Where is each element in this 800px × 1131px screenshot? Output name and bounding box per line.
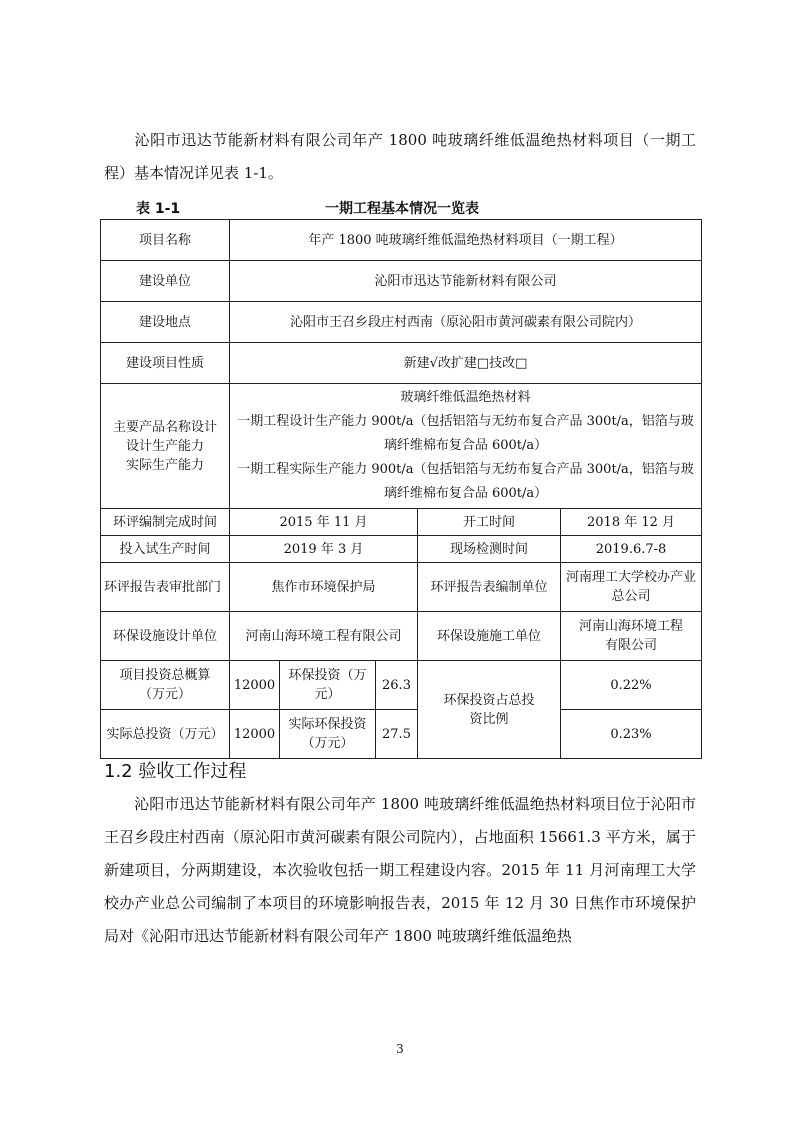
table-row (101, 661, 702, 710)
table-row (101, 343, 702, 384)
eia-done-value: 2015 年 11 月 (230, 509, 418, 536)
nature-label: 建设项目性质 (101, 343, 230, 384)
budget-total-label: 项目投资总概算（万元） (101, 661, 230, 710)
capacity-line: 一期工程设计生产能力 900t/a（包括铝箔与无纺布复合产品 300t/a，铝箔与玻璃纤维棉布复合品 600t/a） (237, 414, 694, 453)
capacity-label-line: 主要产品名称设计 (112, 419, 217, 435)
env-build-value: 河南山海环境工程有限公司 (561, 612, 702, 661)
approver-value: 焦作市环境保护局 (230, 563, 418, 612)
compiler-label: 环评报告表编制单位 (418, 563, 561, 612)
section-heading: 1.2 验收工作过程 (104, 761, 247, 782)
budget-total-value: 12000 (230, 661, 280, 710)
actual-env-label: 实际环保投资（万元） (280, 710, 376, 759)
capacity-line: 玻璃纤维低温绝热材料 (400, 390, 531, 405)
approver-label: 环评报告表审批部门 (101, 563, 230, 612)
start-label: 开工时间 (418, 509, 561, 536)
section-text: 沁阳市迅达节能新材料有限公司年产 1800 吨玻璃纤维低温绝热材料项目位于沁阳市王召乡段庄村西南（原沁阳市黄河碳素有限公司院内），占地面积 15661.3 平方米，属于新建项目，分两期建设，本次验收包括一期工程建设内容。2015 年 11 月河南理工大学校办产业总公司编制了本项目的环境影响报告表，2015 年 12 月 30 日焦作市环境保护局对《沁阳市迅达节能新材料有限公司年产 1800 吨玻璃纤维低温绝热 (104, 795, 696, 945)
capacity-line: 一期工程实际生产能力 900t/a（包括铝箔与无纺布复合产品 300t/a，铝箔与玻璃纤维棉布复合品 600t/a） (237, 462, 694, 501)
env-design-value: 河南山海环境工程有限公司 (230, 612, 418, 661)
env-design-label: 环保设施设计单位 (101, 612, 230, 661)
section-paragraph (104, 788, 696, 953)
table-title: 一期工程基本情况一览表 (325, 201, 479, 217)
budget-ratio-value: 0.22% (561, 661, 702, 710)
table-row (101, 612, 702, 661)
table-row (101, 302, 702, 343)
env-build-label: 环保设施施工单位 (418, 612, 561, 661)
builder-value: 沁阳市迅达节能新材料有限公司 (230, 261, 702, 302)
table-row (101, 536, 702, 563)
capacity-label-line: 实际生产能力 (125, 457, 204, 473)
table-row (101, 563, 702, 612)
trial-value: 2019 年 3 月 (230, 536, 418, 563)
project-info-table (100, 219, 702, 759)
table-number: 表 1-1 (136, 201, 181, 217)
actual-total-value: 12000 (230, 710, 280, 759)
table-row (101, 710, 702, 759)
compiler-value: 河南理工大学校办产业总公司 (561, 563, 702, 612)
table-caption (104, 196, 700, 218)
builder-label: 建设单位 (101, 261, 230, 302)
actual-total-label: 实际总投资（万元） (101, 710, 230, 759)
ratio-label: 环保投资占总投资比例 (418, 661, 561, 759)
nature-value: 新建√改扩建□技改□ (230, 343, 702, 384)
table-row (101, 384, 702, 509)
budget-env-label: 环保投资（万元） (280, 661, 376, 710)
intro-text: 沁阳市迅达节能新材料有限公司年产 1800 吨玻璃纤维低温绝热材料项目（一期工程）基本情况详见表 1-1。 (104, 131, 696, 182)
start-value: 2018 年 12 月 (561, 509, 702, 536)
intro-paragraph (104, 124, 696, 190)
capacity-value (230, 384, 702, 509)
eia-done-label: 环评编制完成时间 (101, 509, 230, 536)
trial-label: 投入试生产时间 (101, 536, 230, 563)
page-number: 3 (396, 1042, 404, 1056)
monitor-value: 2019.6.7-8 (561, 536, 702, 563)
table-row (101, 261, 702, 302)
table-row (101, 220, 702, 261)
actual-env-value: 27.5 (376, 710, 418, 759)
table-row (101, 509, 702, 536)
project-name-value: 年产 1800 吨玻璃纤维低温绝热材料项目（一期工程） (230, 220, 702, 261)
actual-ratio-value: 0.23% (561, 710, 702, 759)
location-value: 沁阳市王召乡段庄村西南（原沁阳市黄河碳素有限公司院内） (230, 302, 702, 343)
monitor-label: 现场检测时间 (418, 536, 561, 563)
capacity-label-line: 设计生产能力 (125, 438, 204, 454)
location-label: 建设地点 (101, 302, 230, 343)
budget-env-value: 26.3 (376, 661, 418, 710)
project-name-label: 项目名称 (101, 220, 230, 261)
capacity-label (101, 384, 230, 509)
